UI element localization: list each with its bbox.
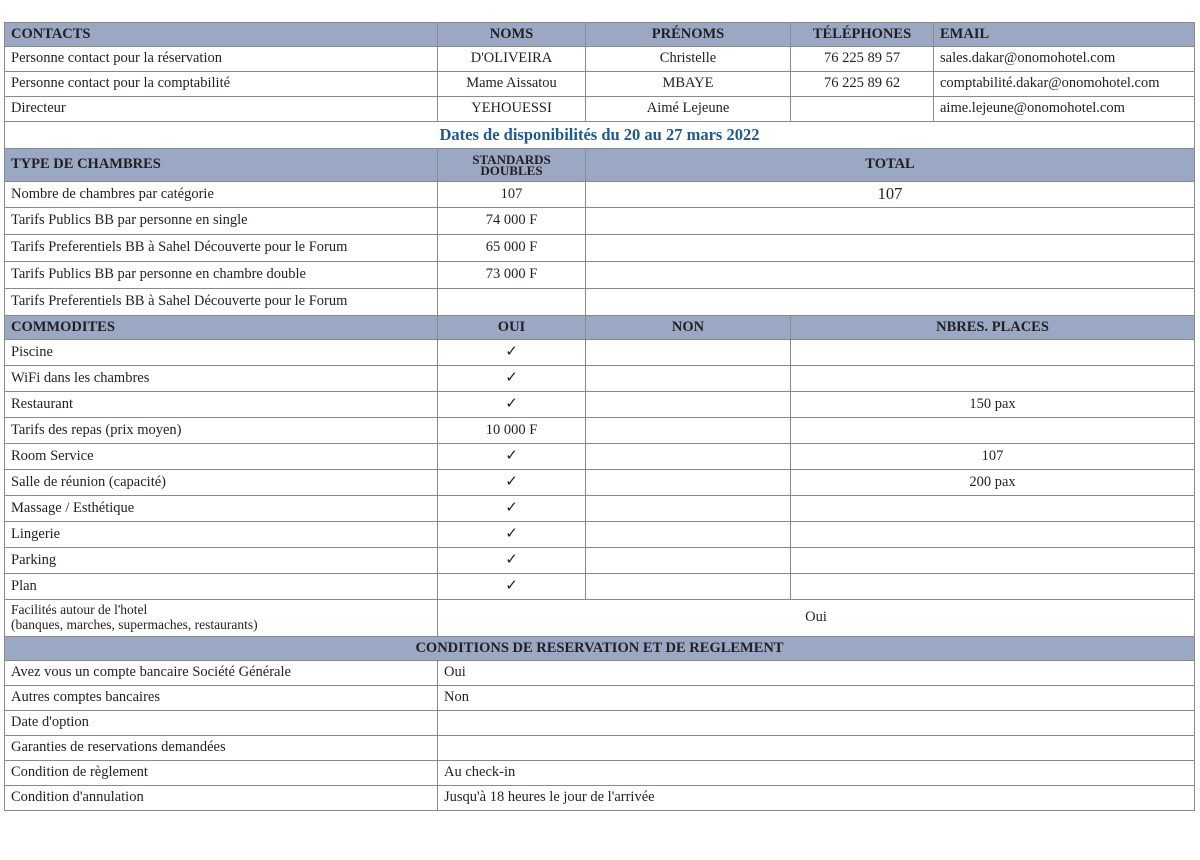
amenity-oui: ✓ [438, 470, 586, 496]
room-total-value [586, 208, 1195, 235]
contact-prenom: Aimé Lejeune [586, 97, 791, 122]
amenity-label: Lingerie [5, 522, 438, 548]
condition-row [5, 786, 1195, 811]
room-label: Nombre de chambres par catégorie [5, 182, 438, 208]
contact-email: aime.lejeune@onomohotel.com [934, 97, 1195, 122]
contact-role: Directeur [5, 97, 438, 122]
amenity-places [791, 418, 1195, 444]
amenity-places [791, 522, 1195, 548]
amenity-row [5, 366, 1195, 392]
amenity-oui: ✓ [438, 574, 586, 600]
amenity-places [791, 574, 1195, 600]
amenity-row [5, 392, 1195, 418]
contacts-header-row [5, 23, 1195, 47]
amenity-non [586, 470, 791, 496]
facilities-label-line1: Facilités autour de l'hotel [11, 602, 148, 618]
condition-value: Non [438, 686, 1195, 711]
amenity-label: Tarifs des repas (prix moyen) [5, 418, 438, 444]
amenity-oui: ✓ [438, 340, 586, 366]
room-standard-value: 107 [438, 182, 586, 208]
condition-label: Avez vous un compte bancaire Société Générale [5, 661, 438, 686]
condition-label: Autres comptes bancaires [5, 686, 438, 711]
amenity-label: Salle de réunion (capacité) [5, 470, 438, 496]
room-total-value [586, 262, 1195, 289]
standards-label: STANDARDS [472, 152, 551, 167]
amenity-places [791, 366, 1195, 392]
condition-row [5, 711, 1195, 736]
amenity-non [586, 522, 791, 548]
facilities-row [5, 600, 1195, 637]
room-total-value [586, 235, 1195, 262]
amenity-places: 150 pax [791, 392, 1195, 418]
amenity-oui: ✓ [438, 366, 586, 392]
contact-prenom: Christelle [586, 47, 791, 72]
room-label: Tarifs Publics BB par personne en chambre double [5, 262, 438, 289]
room-row [5, 235, 1195, 262]
room-total-value [586, 289, 1195, 316]
amenity-non [586, 418, 791, 444]
amenity-oui: ✓ [438, 548, 586, 574]
amenity-non [586, 392, 791, 418]
room-label: Tarifs Publics BB par personne en single [5, 208, 438, 235]
condition-value [438, 711, 1195, 736]
amenities-header-row [5, 316, 1195, 340]
conditions-header-row [5, 637, 1195, 661]
room-row [5, 208, 1195, 235]
amenity-label: WiFi dans les chambres [5, 366, 438, 392]
amenity-label: Piscine [5, 340, 438, 366]
contact-row [5, 72, 1195, 97]
contact-nom: D'OLIVEIRA [438, 47, 586, 72]
amenity-row [5, 522, 1195, 548]
room-standard-value [438, 289, 586, 316]
oui-header: OUI [438, 316, 586, 340]
email-header: EMAIL [934, 23, 1195, 47]
room-standard-value: 74 000 F [438, 208, 586, 235]
amenity-places: 200 pax [791, 470, 1195, 496]
amenity-row [5, 470, 1195, 496]
availability-title: Dates de disponibilités du 20 au 27 mars 2022 [5, 122, 1195, 149]
amenity-row [5, 574, 1195, 600]
noms-header: NOMS [438, 23, 586, 47]
amenity-non [586, 574, 791, 600]
contact-row [5, 47, 1195, 72]
non-header: NON [586, 316, 791, 340]
condition-label: Date d'option [5, 711, 438, 736]
amenity-label: Plan [5, 574, 438, 600]
standards-doubles-header [438, 149, 586, 182]
amenity-non [586, 366, 791, 392]
contact-role: Personne contact pour la comptabilité [5, 72, 438, 97]
hotel-info-sheet [4, 22, 1195, 811]
doubles-label: DOUBLES [480, 163, 543, 178]
contact-email: sales.dakar@onomohotel.com [934, 47, 1195, 72]
room-label: Tarifs Preferentiels BB à Sahel Découverte pour le Forum [5, 235, 438, 262]
amenity-label: Massage / Esthétique [5, 496, 438, 522]
room-total-value: 107 [586, 182, 1195, 208]
amenity-row [5, 444, 1195, 470]
telephones-header: TÉLÉPHONES [791, 23, 934, 47]
room-label: Tarifs Preferentiels BB à Sahel Découverte pour le Forum [5, 289, 438, 316]
room-row [5, 182, 1195, 208]
condition-value: Jusqu'à 18 heures le jour de l'arrivée [438, 786, 1195, 811]
amenity-places: 107 [791, 444, 1195, 470]
condition-label: Condition d'annulation [5, 786, 438, 811]
conditions-header: CONDITIONS DE RESERVATION ET DE REGLEMENT [5, 637, 1195, 661]
facilities-value: Oui [438, 600, 1195, 637]
room-row [5, 289, 1195, 316]
amenity-row [5, 418, 1195, 444]
facilities-label-line2: (banques, marches, supermaches, restaurants) [11, 617, 258, 632]
amenity-oui: ✓ [438, 522, 586, 548]
amenity-label: Restaurant [5, 392, 438, 418]
total-header: TOTAL [586, 149, 1195, 182]
condition-row [5, 736, 1195, 761]
amenity-oui: ✓ [438, 392, 586, 418]
amenity-places [791, 496, 1195, 522]
rooms-header-row [5, 149, 1195, 182]
contact-telephone: 76 225 89 57 [791, 47, 934, 72]
contact-nom: YEHOUESSI [438, 97, 586, 122]
amenity-places [791, 548, 1195, 574]
room-row [5, 262, 1195, 289]
contact-row [5, 97, 1195, 122]
amenity-non [586, 340, 791, 366]
commodites-header: COMMODITES [5, 316, 438, 340]
amenity-label: Parking [5, 548, 438, 574]
condition-value: Oui [438, 661, 1195, 686]
contacts-header: CONTACTS [5, 23, 438, 47]
room-standard-value: 73 000 F [438, 262, 586, 289]
condition-row [5, 761, 1195, 786]
amenity-oui: 10 000 F [438, 418, 586, 444]
amenity-label: Room Service [5, 444, 438, 470]
contact-telephone [791, 97, 934, 122]
condition-value [438, 736, 1195, 761]
amenity-places [791, 340, 1195, 366]
room-type-header: TYPE DE CHAMBRES [5, 149, 438, 182]
room-standard-value: 65 000 F [438, 235, 586, 262]
amenity-non [586, 548, 791, 574]
condition-value: Au check-in [438, 761, 1195, 786]
condition-label: Garanties de reservations demandées [5, 736, 438, 761]
contact-nom: Mame Aissatou [438, 72, 586, 97]
condition-label: Condition de règlement [5, 761, 438, 786]
places-header: NBRES. PLACES [791, 316, 1195, 340]
contact-telephone: 76 225 89 62 [791, 72, 934, 97]
amenity-row [5, 340, 1195, 366]
amenity-row [5, 496, 1195, 522]
amenity-row [5, 548, 1195, 574]
availability-title-row [5, 122, 1195, 149]
amenity-oui: ✓ [438, 496, 586, 522]
condition-row [5, 661, 1195, 686]
facilities-label [5, 600, 438, 637]
amenity-oui: ✓ [438, 444, 586, 470]
amenity-non [586, 496, 791, 522]
prenoms-header: PRÉNOMS [586, 23, 791, 47]
contact-prenom: MBAYE [586, 72, 791, 97]
contact-role: Personne contact pour la réservation [5, 47, 438, 72]
condition-row [5, 686, 1195, 711]
amenity-non [586, 444, 791, 470]
contact-email: comptabilité.dakar@onomohotel.com [934, 72, 1195, 97]
